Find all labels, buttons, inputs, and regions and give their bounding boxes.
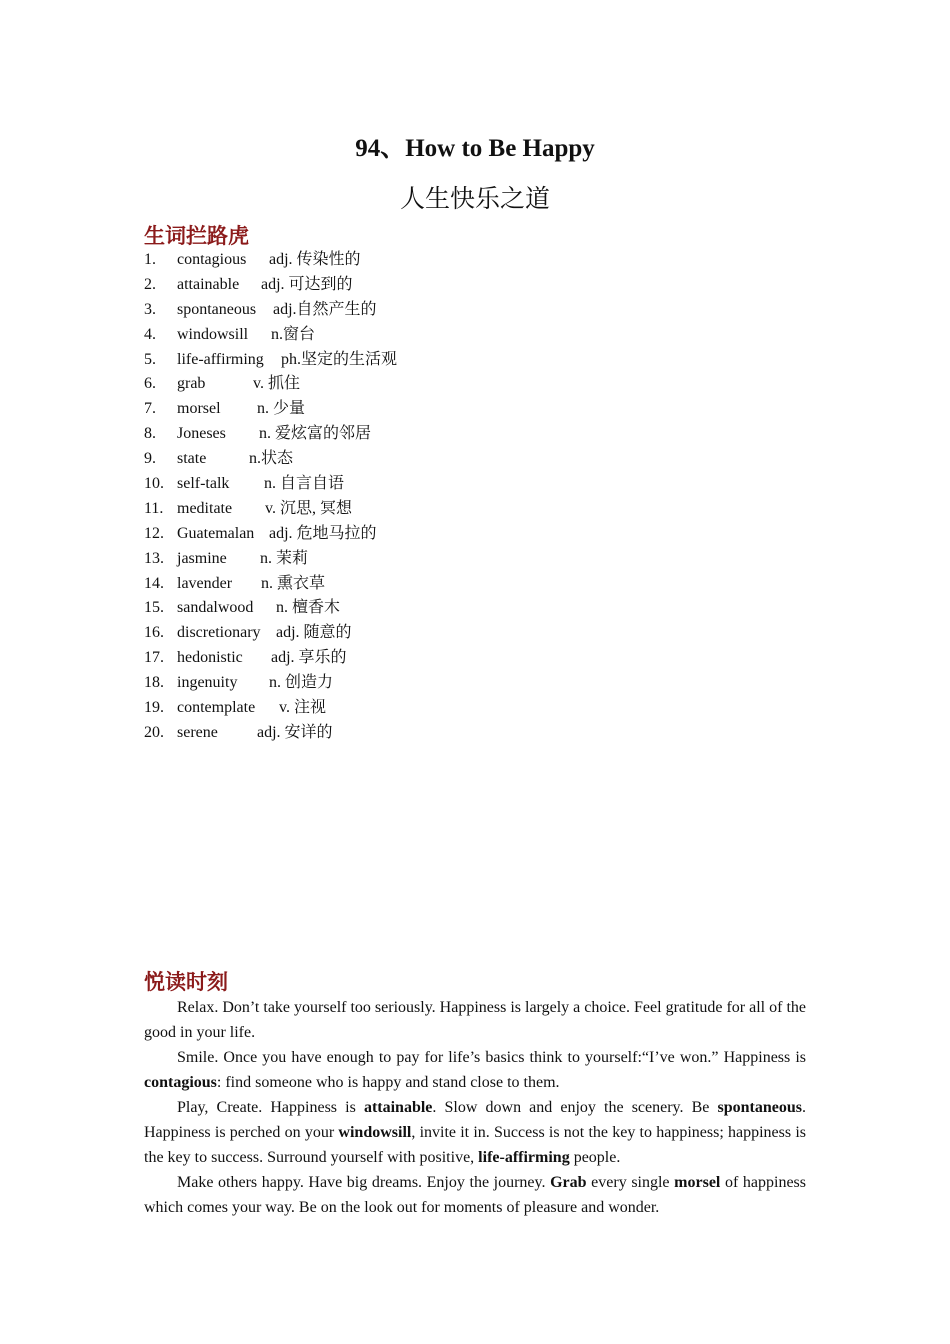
paragraph-text: Make others happy. Have big dreams. Enjoy the journey. (177, 1174, 551, 1191)
vocab-word: Guatemalan (177, 524, 255, 542)
vocab-number: 14. (144, 574, 164, 592)
vocab-word: jasmine (177, 549, 227, 567)
vocab-word: lavender (177, 574, 233, 592)
vocab-item (144, 248, 744, 273)
vocab-word: meditate (177, 499, 233, 517)
vocab-item (144, 298, 744, 323)
vocab-number: 3. (144, 300, 156, 318)
vocab-word: Joneses (177, 425, 226, 443)
vocab-definition: n. 创造力 (269, 674, 334, 692)
vocab-item (144, 348, 744, 373)
vocab-definition: n.状态 (249, 450, 294, 468)
vocab-item (144, 323, 744, 348)
reading-section-heading: 悦读时刻 (144, 970, 228, 994)
vocab-item (144, 721, 744, 746)
vocab-definition: v. 抓住 (253, 375, 300, 393)
reading-paragraph (144, 1095, 806, 1170)
paragraph-text: people. (569, 1149, 621, 1166)
vocab-word: spontaneous (177, 300, 257, 318)
paragraph-text: of happiness which comes your way. Be on the look out for moments of pleasure and wonder. (144, 1174, 807, 1216)
vocab-item (144, 621, 744, 646)
paragraph-text: Relax. Don’t take yourself too seriously. Happiness is largely a choice. Feel gratitude for all of the good in your life. (144, 999, 806, 1041)
vocab-item (144, 397, 744, 422)
highlighted-vocab-word: Grab (550, 1174, 587, 1191)
vocab-item (144, 497, 744, 522)
vocab-item (144, 422, 744, 447)
vocab-word: grab (177, 375, 206, 393)
vocab-number: 4. (144, 325, 156, 343)
paragraph-text: Play, Create. Happiness is (177, 1099, 364, 1116)
vocab-word: sandalwood (177, 599, 254, 617)
vocab-number: 11. (144, 499, 164, 517)
reading-passage (144, 995, 806, 1220)
vocab-item (144, 646, 744, 671)
vocab-number: 7. (144, 400, 156, 418)
vocab-number: 8. (144, 425, 156, 443)
highlighted-vocab-word: windowsill (338, 1124, 412, 1141)
vocab-item (144, 372, 744, 397)
vocab-item (144, 696, 744, 721)
vocab-item (144, 522, 744, 547)
highlighted-vocab-word: attainable (363, 1099, 433, 1116)
vocab-word: attainable (177, 275, 240, 293)
highlighted-vocab-word: spontaneous (717, 1099, 803, 1116)
vocab-definition: ph.坚定的生活观 (281, 350, 398, 368)
vocab-item (144, 671, 744, 696)
vocab-word: morsel (177, 400, 221, 418)
paragraph-text: , invite it in. Success is not the key to happiness; happiness is the key to success. Surround yourself with positive, (144, 1124, 806, 1166)
vocab-definition: n. 茉莉 (260, 549, 309, 567)
vocab-definition: n. 少量 (257, 400, 306, 418)
vocab-number: 20. (144, 723, 164, 741)
vocab-number: 2. (144, 275, 156, 293)
vocab-number: 10. (144, 475, 164, 493)
vocab-item (144, 547, 744, 572)
vocab-word: serene (177, 723, 218, 741)
vocab-number: 6. (144, 375, 156, 393)
vocab-item (144, 572, 744, 597)
vocab-word: contemplate (177, 699, 256, 717)
vocab-definition: adj. 随意的 (276, 624, 352, 642)
paragraph-text: Smile. Once you have enough to pay for life’s basics think to yourself:“I’ve won.” Happiness is (177, 1049, 806, 1066)
vocab-number: 9. (144, 450, 156, 468)
vocab-word: self-talk (177, 475, 230, 493)
vocab-definition: v. 注视 (279, 699, 326, 717)
vocab-word: hedonistic (177, 649, 243, 667)
reading-paragraph (144, 995, 806, 1045)
vocab-definition: adj. 安详的 (257, 723, 333, 741)
vocab-definition: adj. 可达到的 (261, 275, 353, 293)
vocab-section-heading: 生词拦路虎 (144, 224, 249, 248)
vocab-item (144, 447, 744, 472)
vocab-number: 13. (144, 549, 164, 567)
paragraph-text: : find someone who is happy and stand close to them. (216, 1074, 560, 1091)
vocab-number: 19. (144, 699, 164, 717)
vocab-word: contagious (177, 251, 247, 268)
vocab-list (144, 248, 744, 746)
vocab-number: 12. (144, 524, 164, 542)
highlighted-vocab-word: contagious (144, 1074, 217, 1091)
vocab-definition: n.窗台 (271, 325, 316, 343)
paragraph-text: every single (586, 1174, 675, 1191)
highlighted-vocab-word: life-affirming (478, 1149, 570, 1166)
vocab-definition: n. 自言自语 (264, 475, 345, 493)
page-subtitle: 人生快乐之道 (399, 184, 550, 213)
vocab-item (144, 472, 744, 497)
vocab-definition: adj. 危地马拉的 (269, 524, 377, 542)
paragraph-text: . Slow down and enjoy the scenery. Be (432, 1099, 718, 1116)
reading-paragraph (144, 1045, 806, 1095)
vocab-number: 1. (144, 251, 156, 268)
vocab-number: 16. (144, 624, 164, 642)
vocab-item (144, 273, 744, 298)
vocab-number: 15. (144, 599, 164, 617)
vocab-definition: n. 爱炫富的邻居 (259, 425, 372, 443)
vocab-definition: adj. 享乐的 (271, 649, 347, 667)
vocab-definition: n. 熏衣草 (261, 574, 326, 592)
vocab-definition: n. 檀香木 (276, 599, 341, 617)
vocab-word: windowsill (177, 325, 249, 343)
highlighted-vocab-word: morsel (674, 1174, 721, 1191)
vocab-number: 18. (144, 674, 164, 692)
vocab-definition: adj.自然产生的 (273, 300, 377, 318)
vocab-definition: v. 沉思, 冥想 (265, 499, 352, 517)
vocab-item (144, 596, 744, 621)
vocab-word: ingenuity (177, 674, 238, 692)
vocab-definition: adj. 传染性的 (269, 251, 361, 268)
paragraph-text: . Happiness is perched on your (144, 1099, 807, 1141)
vocab-word: life-affirming (177, 350, 264, 368)
vocab-word: discretionary (177, 624, 261, 642)
vocab-word: state (177, 450, 207, 468)
page-title: 94、How to Be Happy (355, 135, 595, 162)
vocab-number: 5. (144, 350, 156, 368)
reading-paragraph (144, 1170, 806, 1220)
vocab-number: 17. (144, 649, 164, 667)
